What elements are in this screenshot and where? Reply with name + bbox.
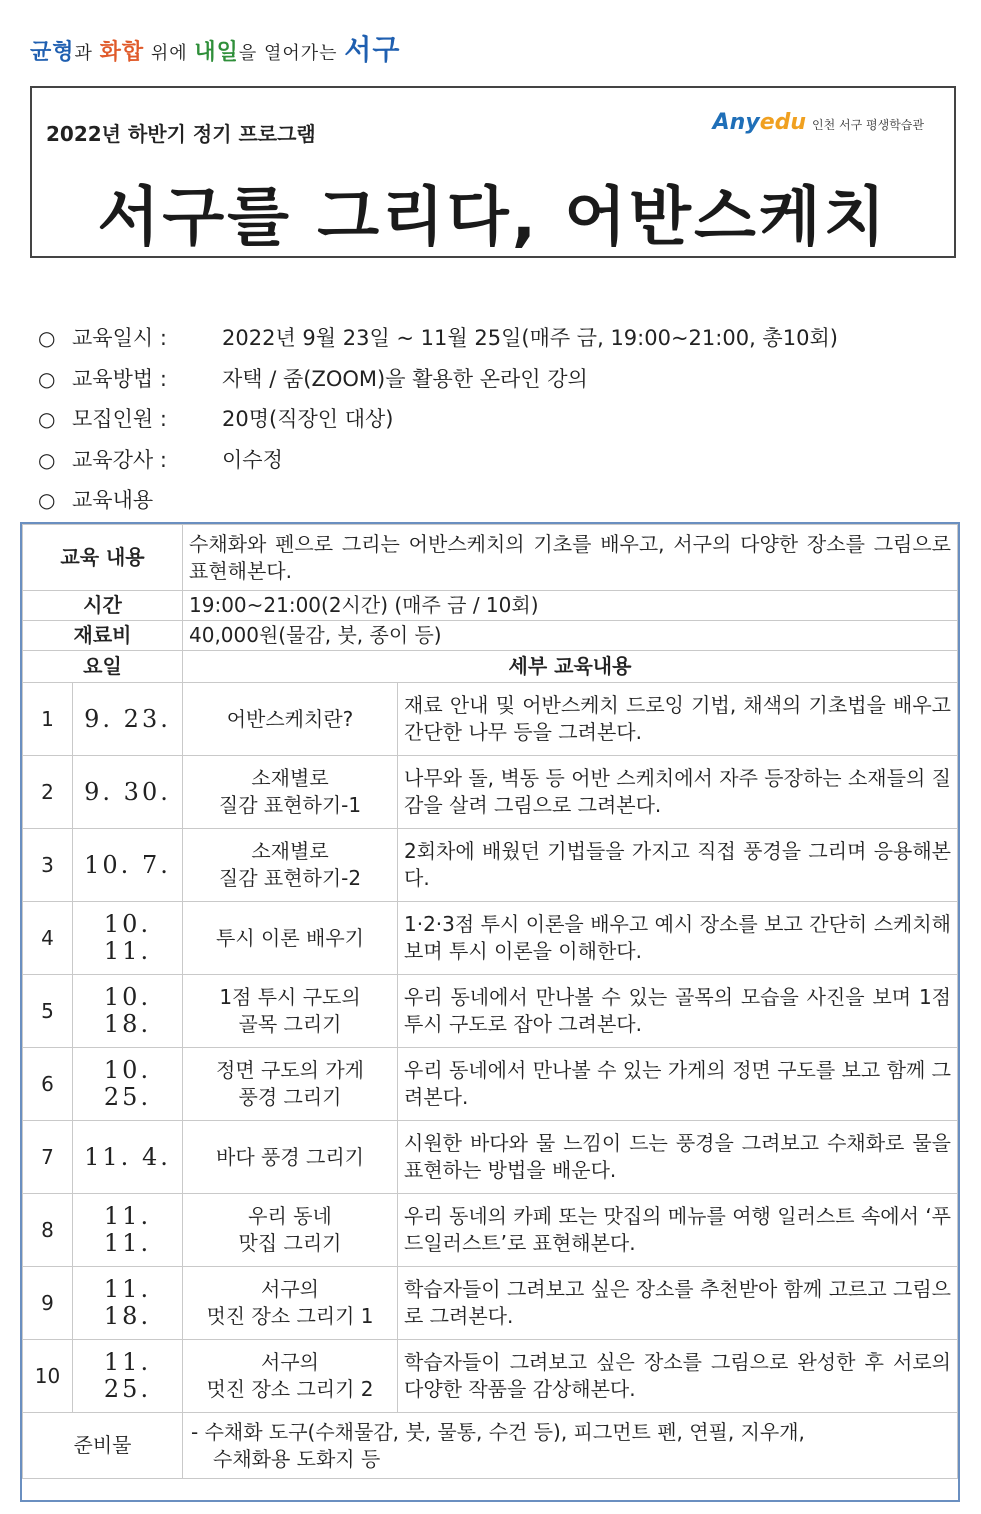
session-no: 2: [23, 756, 73, 829]
circle-bullet-icon: ○: [38, 366, 56, 391]
info-row: [38, 440, 838, 481]
table-row: [23, 1267, 958, 1340]
page-title: 서구를 그리다, 어반스케치: [97, 181, 889, 255]
detail-label: 세부 교육내용: [183, 651, 958, 683]
content-label: 교육 내용: [23, 525, 183, 591]
info-label: 교육내용: [72, 488, 154, 512]
table-row: [23, 1194, 958, 1267]
prep-line: - 수채화 도구(수채물감, 붓, 물통, 수건 등), 피그먼트 펜, 연필, 지우개,: [191, 1419, 805, 1444]
session-title: 1점 투시 구도의 골목 그리기: [183, 975, 398, 1048]
table-row: [23, 621, 958, 651]
session-no: 10: [23, 1340, 73, 1413]
anyedu-logo: [713, 110, 924, 135]
session-desc: 우리 동네의 카페 또는 맛집의 메뉴를 여행 일러스트 속에서 ‘푸드일러스트’로 표현해본다.: [398, 1194, 958, 1267]
session-date: 11. 4.: [73, 1121, 183, 1194]
time-label: 시간: [23, 591, 183, 621]
info-row: [38, 359, 838, 400]
table-row: [23, 1048, 958, 1121]
session-title: 소재별로 질감 표현하기-1: [183, 756, 398, 829]
curriculum-table: [20, 522, 960, 1502]
prep-line: 수채화용 도화지 등: [213, 1446, 381, 1471]
session-title: 소재별로 질감 표현하기-2: [183, 829, 398, 902]
circle-bullet-icon: ○: [38, 488, 56, 512]
slogan-part: 화합: [99, 40, 145, 65]
session-date: 11. 11.: [73, 1194, 183, 1267]
session-desc: 시원한 바다와 물 느낌이 드는 풍경을 그려보고 수채화로 물을 표현하는 방법을 배운다.: [398, 1121, 958, 1194]
slogan-part: 과: [74, 43, 100, 64]
session-date: 9. 30.: [73, 756, 183, 829]
time-value: 19:00~21:00(2시간) (매주 금 / 10회): [183, 591, 958, 621]
table-row: [23, 651, 958, 683]
session-desc: 우리 동네에서 만나볼 수 있는 골목의 모습을 사진을 보며 1점 투시 구도로 잡아 그려본다.: [398, 975, 958, 1048]
info-value: 이수정: [222, 447, 283, 472]
session-no: 6: [23, 1048, 73, 1121]
session-desc: 1·2·3점 투시 이론을 배우고 예시 장소를 보고 간단히 스케치해보며 투시 이론을 이해한다.: [398, 902, 958, 975]
slogan: [30, 28, 400, 68]
fee-label: 재료비: [23, 621, 183, 651]
table-row: [23, 683, 958, 756]
day-label: 요일: [23, 651, 183, 683]
session-date: 10. 11.: [73, 902, 183, 975]
session-date: 10. 7.: [73, 829, 183, 902]
program-subtitle: 2022년 하반기 정기 프로그램: [46, 122, 316, 146]
session-date: 11. 18.: [73, 1267, 183, 1340]
prep-value: [183, 1413, 958, 1479]
session-desc: 학습자들이 그려보고 싶은 장소를 추천받아 함께 고르고 그림으로 그려본다.: [398, 1267, 958, 1340]
info-row: [38, 318, 838, 359]
table-row: [23, 902, 958, 975]
session-title: 서구의 멋진 장소 그리기 1: [183, 1267, 398, 1340]
session-title: 정면 구도의 가게 풍경 그리기: [183, 1048, 398, 1121]
table-row: [23, 829, 958, 902]
session-desc: 재료 안내 및 어반스케치 드로잉 기법, 채색의 기초법을 배우고 간단한 나무 등을 그려본다.: [398, 683, 958, 756]
info-label: 교육일시 :: [72, 326, 167, 350]
session-no: 3: [23, 829, 73, 902]
session-no: 7: [23, 1121, 73, 1194]
info-row: [38, 480, 838, 521]
table-row: [23, 1413, 958, 1479]
circle-bullet-icon: ○: [38, 326, 56, 350]
info-label: 교육방법 :: [72, 366, 167, 391]
session-title: 투시 이론 배우기: [183, 902, 398, 975]
info-label: 모집인원 :: [72, 407, 167, 431]
session-no: 5: [23, 975, 73, 1048]
table-row: [23, 1121, 958, 1194]
session-date: 10. 18.: [73, 975, 183, 1048]
session-title: 우리 동네 맛집 그리기: [183, 1194, 398, 1267]
slogan-part: 을 열어가는: [238, 43, 345, 64]
content-value: 수채화와 펜으로 그리는 어반스케치의 기초를 배우고, 서구의 다양한 장소를 그림으로 표현해본다.: [183, 525, 958, 591]
header-box: [30, 86, 956, 258]
circle-bullet-icon: ○: [38, 447, 56, 472]
circle-bullet-icon: ○: [38, 407, 56, 431]
logo-word: Anyedu: [712, 110, 807, 135]
slogan-part: 내일: [194, 40, 239, 65]
table-row: [23, 756, 958, 829]
table-row: [23, 975, 958, 1048]
info-label: 교육강사 :: [72, 447, 167, 472]
session-title: 서구의 멋진 장소 그리기 2: [183, 1340, 398, 1413]
session-date: 9. 23.: [73, 683, 183, 756]
session-desc: 나무와 돌, 벽동 등 어반 스케치에서 자주 등장하는 소재들의 질감을 살려 그림으로 그려본다.: [398, 756, 958, 829]
info-value: 2022년 9월 23일 ~ 11월 25일(매주 금, 19:00~21:00, 총10회): [222, 326, 838, 350]
table-row: [23, 1340, 958, 1413]
session-desc: 우리 동네에서 만나볼 수 있는 가게의 정면 구도를 보고 함께 그려본다.: [398, 1048, 958, 1121]
session-no: 1: [23, 683, 73, 756]
info-value: 자택 / 줌(ZOOM)을 활용한 온라인 강의: [222, 366, 588, 391]
info-value: 20명(직장인 대상): [222, 407, 394, 431]
session-desc: 학습자들이 그려보고 싶은 장소를 그림으로 완성한 후 서로의 다양한 작품을 감상해본다.: [398, 1340, 958, 1413]
slogan-part: 균형: [30, 40, 75, 65]
session-title: 바다 풍경 그리기: [183, 1121, 398, 1194]
session-no: 8: [23, 1194, 73, 1267]
info-list: [38, 318, 838, 521]
table-row: [23, 591, 958, 621]
table-row: [23, 525, 958, 591]
slogan-part: 위에: [144, 43, 195, 64]
info-row: [38, 399, 838, 440]
session-no: 9: [23, 1267, 73, 1340]
session-title: 어반스케치란?: [183, 683, 398, 756]
prep-label: 준비물: [23, 1413, 183, 1479]
fee-value: 40,000원(물감, 붓, 종이 등): [183, 621, 958, 651]
logo-org: 인천 서구 평생학습관: [812, 118, 924, 132]
session-no: 4: [23, 902, 73, 975]
session-date: 11. 25.: [73, 1340, 183, 1413]
session-date: 10. 25.: [73, 1048, 183, 1121]
slogan-part: 서구: [344, 33, 401, 66]
session-desc: 2회차에 배웠던 기법들을 가지고 직접 풍경을 그리며 응용해본다.: [398, 829, 958, 902]
